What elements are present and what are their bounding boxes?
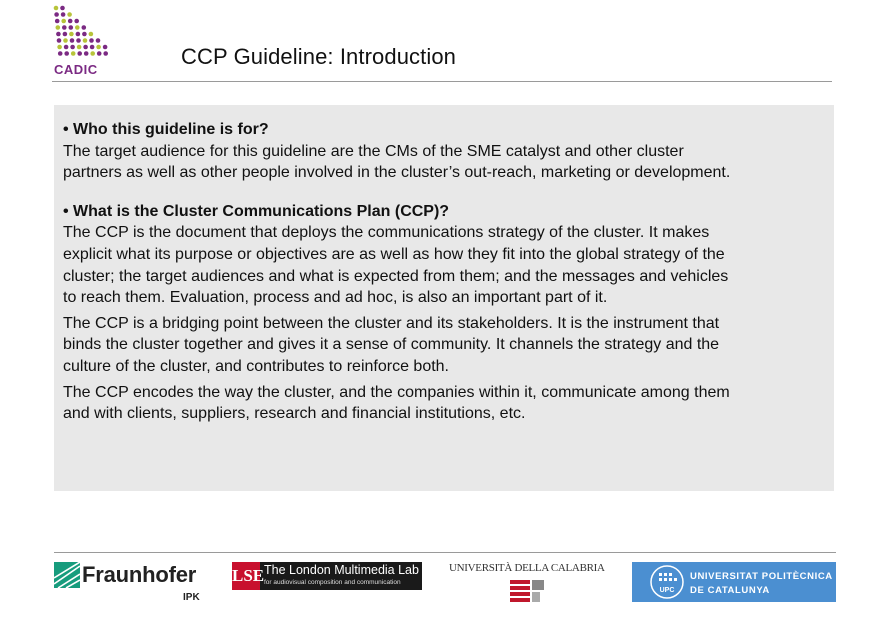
- section-heading-ccp: • What is the Cluster Communications Plan (CCP)?: [63, 202, 450, 220]
- ccp-paragraph-3: [63, 382, 825, 425]
- cadic-dot: [74, 19, 79, 24]
- cadic-dot: [70, 38, 75, 43]
- text-line: The CCP is the document that deploys the communications strategy of the cluster. It makes: [63, 224, 710, 242]
- text-line: explicit what its purpose or objectives are as well as how they fit into the global strategy of the: [63, 245, 725, 263]
- footer-divider: [54, 552, 836, 553]
- calabria-wordmark: UNIVERSITÀ DELLA CALABRIA: [449, 562, 605, 574]
- cadic-dot: [89, 32, 94, 37]
- text-line: The CCP is a bridging point between the cluster and its stakeholders. It is the instrument that: [63, 314, 720, 332]
- cadic-dot: [77, 51, 82, 56]
- page-title: CCP Guideline: Introduction: [181, 44, 457, 69]
- title-divider: [52, 81, 832, 82]
- cadic-dot: [68, 19, 73, 24]
- cadic-dot: [61, 19, 66, 24]
- text-line: binds the cluster together and gives it a sense of community. It channels the strategy and the: [63, 336, 720, 354]
- cadic-dot: [76, 38, 81, 43]
- lse-subtitle: for audiovisual composition and communication: [264, 579, 401, 586]
- cadic-dot: [89, 38, 94, 43]
- cadic-dot: [56, 25, 61, 30]
- cadic-dot: [97, 51, 102, 56]
- cadic-dot: [70, 45, 75, 50]
- cadic-dot: [71, 51, 76, 56]
- upc-mark-text: UPC: [659, 587, 675, 594]
- cadic-dot: [69, 32, 74, 37]
- text-line: to reach them. Evaluation, process and ad hoc, is also an important part of it.: [63, 289, 608, 307]
- lse-mark: LSE: [232, 562, 260, 590]
- cadic-dot: [57, 38, 62, 43]
- text-line: partners as well as other people involved in the cluster’s out-reach, marketing or development.: [63, 164, 731, 182]
- ccp-paragraph-2: [63, 313, 825, 378]
- fraunhofer-ipk: IPK: [183, 592, 200, 603]
- upc-emblem-icon: [650, 565, 684, 599]
- cadic-dot: [54, 6, 59, 11]
- cadic-dot: [64, 51, 69, 56]
- cadic-dot: [56, 32, 61, 37]
- upc-name-line2: DE CATALUNYA: [690, 585, 770, 596]
- audience-text: [63, 141, 825, 184]
- cadic-dot: [62, 25, 67, 30]
- cadic-dot: [90, 51, 95, 56]
- cadic-dot: [103, 45, 108, 50]
- cadic-dot: [55, 19, 60, 24]
- fraunhofer-wordmark: Fraunhofer: [82, 562, 197, 587]
- text-line: and with clients, suppliers, research and financial institutions, etc.: [63, 405, 526, 423]
- cadic-dot: [63, 38, 68, 43]
- text-line: culture of the cluster, and contributes to reinforce both.: [63, 357, 449, 375]
- fraunhofer-mark-icon: [54, 562, 80, 588]
- cadic-dot: [69, 25, 74, 30]
- calabria-emblem-icon: [510, 578, 546, 602]
- cadic-dot: [58, 51, 63, 56]
- cadic-dot: [96, 38, 101, 43]
- cadic-dot: [64, 45, 69, 50]
- text-line: cluster; the target audiences and what is expected from them; and the messages and vehicles: [63, 267, 729, 285]
- cadic-dot: [61, 12, 66, 17]
- content-panel: [54, 105, 834, 491]
- cadic-dot: [60, 6, 65, 11]
- cadic-dot: [75, 25, 80, 30]
- cadic-dot: [84, 51, 89, 56]
- cadic-wordmark: CADIC: [54, 62, 98, 77]
- cadic-dot: [103, 51, 108, 56]
- cadic-dot: [67, 12, 72, 17]
- cadic-dot: [57, 45, 62, 50]
- cadic-dot: [96, 45, 101, 50]
- cadic-dot: [83, 45, 88, 50]
- section-heading-audience: • Who this guideline is for?: [63, 121, 269, 138]
- upc-name-line1: UNIVERSITAT POLITÈCNICA: [690, 571, 833, 582]
- cadic-dot: [54, 12, 59, 17]
- cadic-dot: [77, 45, 82, 50]
- text-line: The CCP encodes the way the cluster, and the companies within it, communicate among them: [63, 383, 730, 401]
- cadic-dot: [63, 32, 68, 37]
- cadic-dot: [82, 32, 87, 37]
- cadic-dot: [82, 25, 87, 30]
- ccp-paragraph-1: [63, 222, 825, 308]
- cadic-dot: [83, 38, 88, 43]
- cadic-dot: [76, 32, 81, 37]
- lse-title: The London Multimedia Lab: [264, 563, 419, 577]
- text-line: The target audience for this guideline are the CMs of the SME catalyst and other cluster: [63, 142, 684, 160]
- cadic-dot: [90, 45, 95, 50]
